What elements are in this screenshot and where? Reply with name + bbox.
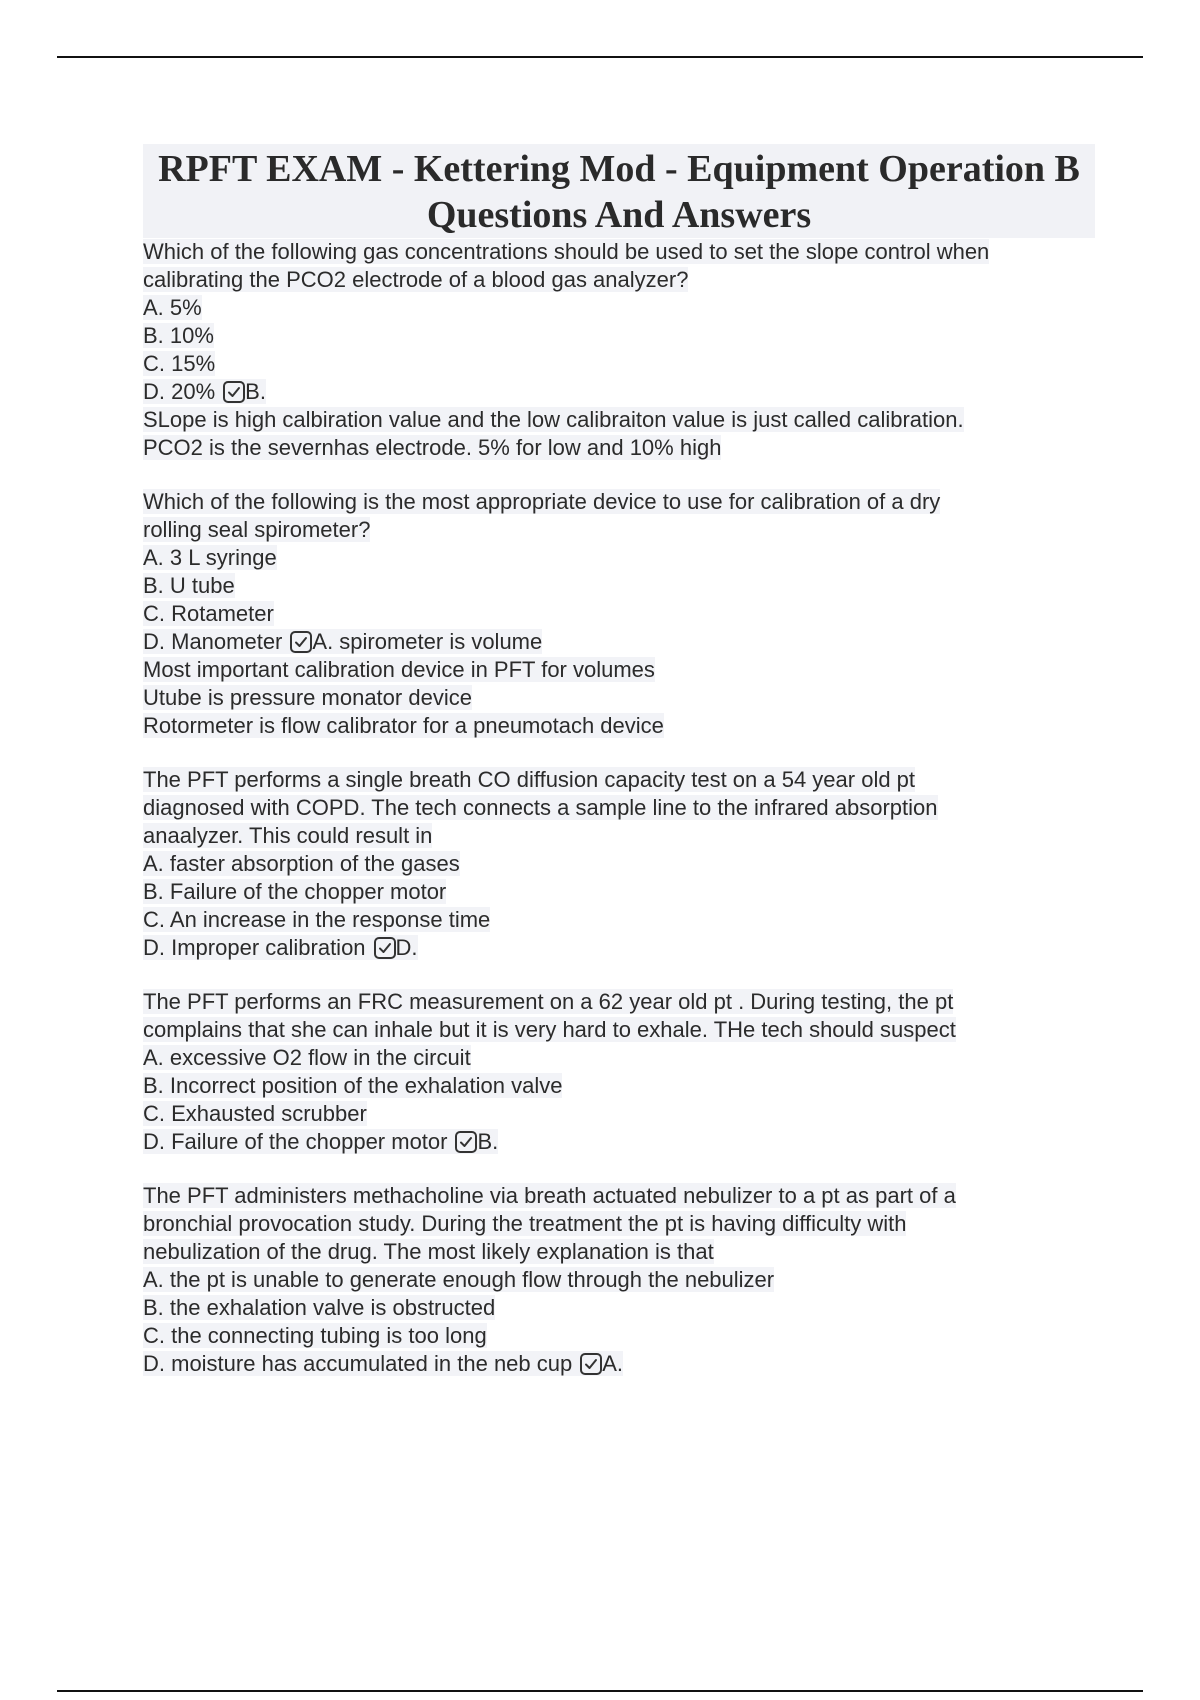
answer-option [143,322,1095,350]
option-text: C. 15% [143,351,216,376]
answer-option [143,600,1095,628]
answer-option-row [143,545,277,570]
correct-answer: D. [395,935,418,960]
answer-option-row [143,323,214,348]
answer-option [143,1100,1095,1128]
qa-block [143,766,1095,962]
qa-block [143,488,1095,740]
answer-option-row [143,879,446,904]
top-rule [57,56,1143,58]
answer-option-row [143,1073,562,1098]
question-text [143,1238,1095,1266]
option-text: B. Incorrect position of the exhalation valve [143,1073,563,1098]
answer-option [143,294,1095,322]
checkmark-icon [223,381,245,403]
option-text: A. faster absorption of the gases [143,851,460,876]
checkmark-icon [455,1131,477,1153]
question-text [143,1016,1095,1044]
answer-option-row [143,573,235,598]
question-text [143,516,1095,544]
question-text [143,988,1095,1016]
option-text: D. moisture has accumulated in the neb cup [143,1351,573,1376]
answer-option [143,1266,1095,1294]
qa-block [143,238,1095,462]
question-line: nebulization of the drug. The most likely explanation is that [143,1239,714,1264]
answer-option [143,1128,1095,1156]
option-text: A. the pt is unable to generate enough flow through the nebulizer [143,1267,775,1292]
answer-option [143,934,1095,962]
answer-option-row [143,1351,623,1376]
option-text: D. Manometer [143,629,283,654]
option-text: D. Failure of the chopper motor [143,1129,448,1154]
explanation-text [143,434,1095,462]
answer-option [143,1294,1095,1322]
explanation-line: Most important calibration device in PFT for volumes [143,657,655,682]
question-line: The PFT administers methacholine via breath actuated nebulizer to a pt as part of a [143,1183,956,1208]
correct-answer: B. [477,1129,499,1154]
answer-option [143,628,1095,656]
correct-answer: A. [602,1351,624,1376]
question-text [143,488,1095,516]
question-text [143,766,1095,794]
question-line: bronchial provocation study. During the treatment the pt is having difficulty with [143,1211,907,1236]
checkmark-icon [374,937,396,959]
bottom-rule [57,1690,1143,1692]
explanation-line: Rotormeter is flow calibrator for a pneumotach device [143,713,664,738]
question-text [143,1210,1095,1238]
question-line: anaalyzer. This could result in [143,823,433,848]
answer-option [143,1044,1095,1072]
question-text [143,266,1095,294]
answer-option-row [143,1295,495,1320]
option-text: C. the connecting tubing is too long [143,1323,487,1348]
option-text: A. excessive O2 flow in the circuit [143,1045,471,1070]
answer-option-row [143,1267,774,1292]
answer-option-row [143,907,490,932]
answer-option [143,1350,1095,1378]
answer-option-row [143,351,215,376]
option-text: C. Exhausted scrubber [143,1101,367,1126]
checkmark-icon [290,631,312,653]
question-line: The PFT performs a single breath CO diffusion capacity test on a 54 year old pt [143,767,916,792]
option-text: B. 10% [143,323,214,348]
answer-option-row [143,851,460,876]
answer-option-row [143,1045,471,1070]
question-line: The PFT performs an FRC measurement on a 62 year old pt . During testing, the pt [143,989,954,1014]
answer-option [143,878,1095,906]
question-text [143,1182,1095,1210]
question-line: complains that she can inhale but it is very hard to exhale. THe tech should suspect [143,1017,956,1042]
answer-option [143,378,1095,406]
option-text: C. An increase in the response time [143,907,491,932]
answer-option [143,906,1095,934]
question-text [143,794,1095,822]
explanation-text [143,684,1095,712]
option-text: A. 5% [143,295,202,320]
answer-option-row [143,629,542,654]
option-text: B. U tube [143,573,235,598]
answer-option [143,1322,1095,1350]
answer-option [143,1072,1095,1100]
answer-option-row [143,601,274,626]
qa-list [143,238,1095,1378]
option-text: C. Rotameter [143,601,274,626]
explanation-text [143,656,1095,684]
question-line: diagnosed with COPD. The tech connects a sample line to the infrared absorption [143,795,938,820]
qa-block [143,1182,1095,1378]
checkmark-icon [580,1353,602,1375]
option-text: D. 20% [143,379,216,404]
option-text: B. Failure of the chopper motor [143,879,447,904]
qa-block [143,988,1095,1156]
explanation-line: PCO2 is the severnhas electrode. 5% for low and 10% high [143,435,722,460]
question-line: Which of the following is the most appropriate device to use for calibration of a dry [143,489,941,514]
question-text [143,822,1095,850]
answer-option [143,850,1095,878]
question-line: calibrating the PCO2 electrode of a blood gas analyzer? [143,267,689,292]
answer-option-row [143,1323,487,1348]
correct-answer: B. [245,379,266,404]
explanation-text [143,712,1095,740]
document-body [143,144,1095,1378]
explanation-line: Utube is pressure monator device [143,685,472,710]
option-text: B. the exhalation valve is obstructed [143,1295,496,1320]
answer-option [143,572,1095,600]
option-text: D. Improper calibration [143,935,366,960]
explanation-line: SLope is high calbiration value and the low calibraiton value is just called calibration. [143,407,964,432]
answer-option [143,544,1095,572]
answer-option [143,350,1095,378]
question-text [143,238,1095,266]
answer-option-row [143,295,202,320]
answer-option-row [143,379,266,404]
answer-option-row [143,1129,498,1154]
option-text: A. 3 L syringe [143,545,277,570]
explanation-text [143,406,1095,434]
question-line: rolling seal spirometer? [143,517,371,542]
answer-option-row [143,935,418,960]
document-title: RPFT EXAM - Kettering Mod - Equipment Operation B Questions And Answers [143,144,1095,238]
answer-option-row [143,1101,367,1126]
correct-answer: A. spirometer is volume [312,629,543,654]
question-line: Which of the following gas concentrations should be used to set the slope control when [143,239,990,264]
